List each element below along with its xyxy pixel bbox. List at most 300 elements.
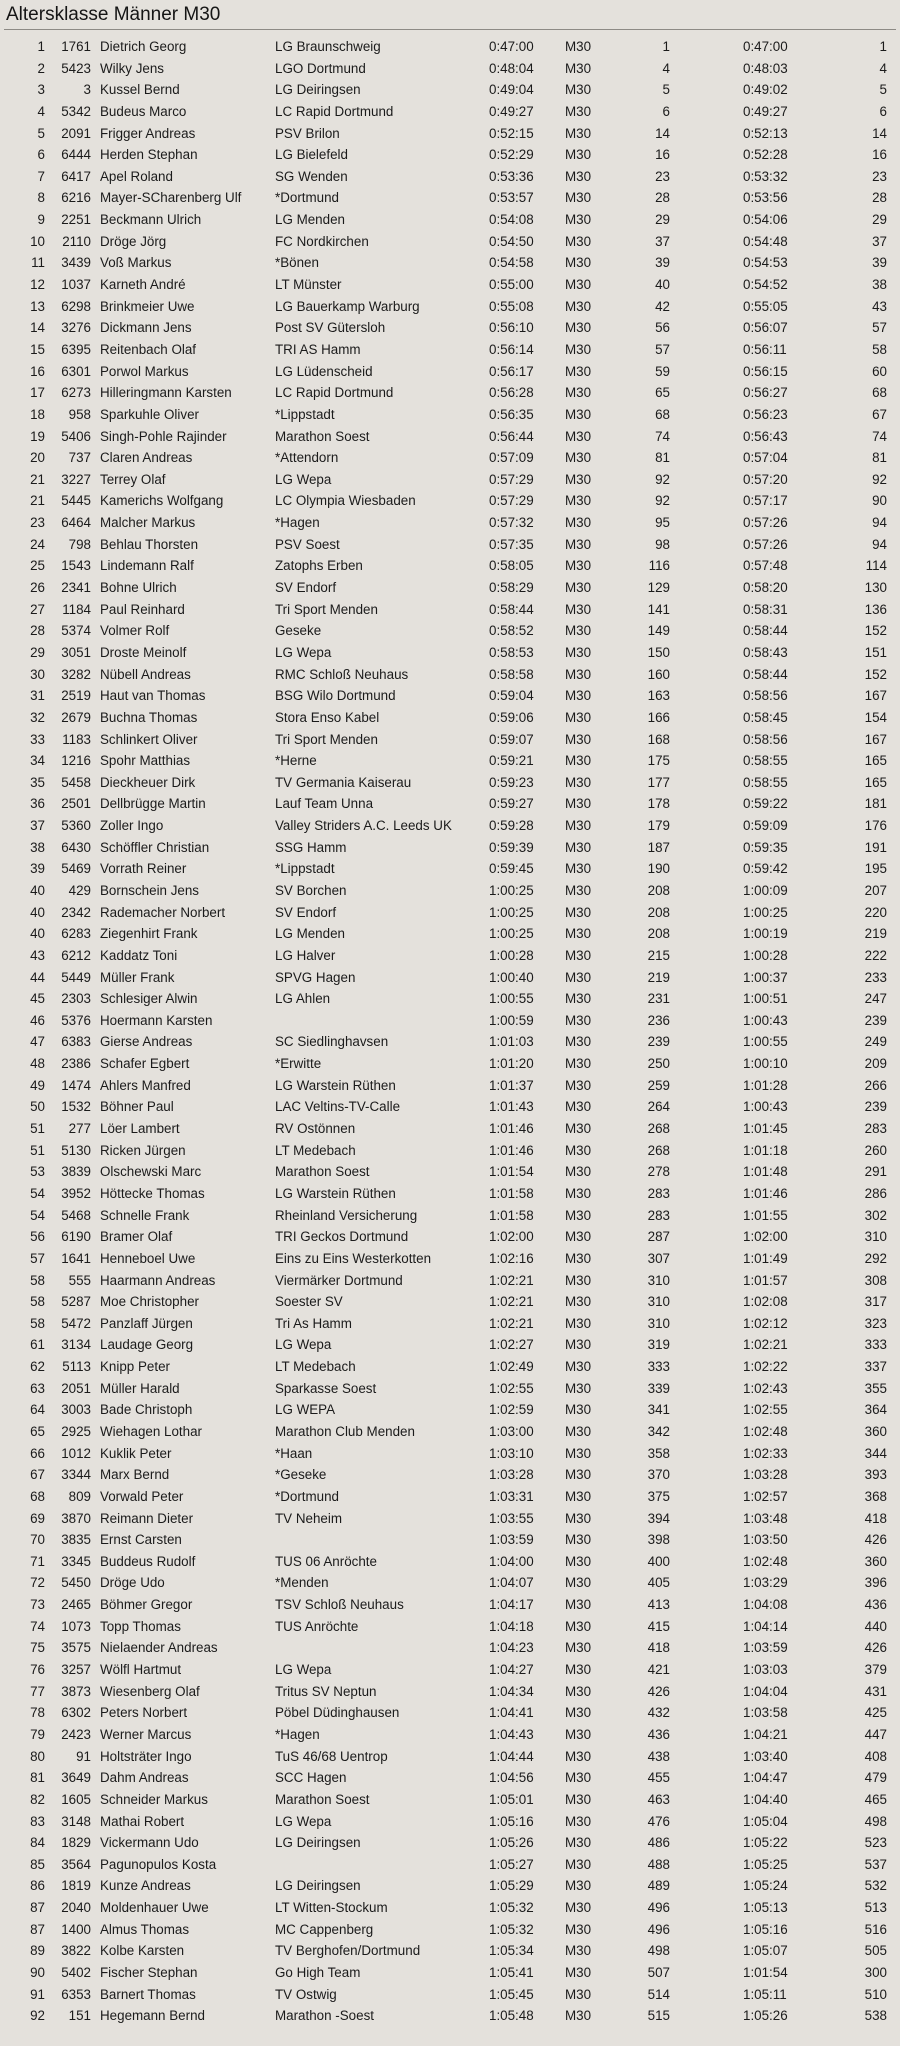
bib-cell: 429: [68, 882, 91, 898]
age-class-place-cell: 68: [655, 406, 670, 422]
name-cell: Spohr Matthias: [100, 753, 191, 769]
time-cell: 0:52:15: [489, 125, 534, 141]
bib-cell: 3649: [61, 1770, 91, 1786]
club-cell: LT Witten-Stockum: [275, 1900, 388, 1916]
net-place-cell: 523: [864, 1835, 887, 1851]
age-class-cell: M30: [565, 1683, 592, 1699]
net-place-cell: 505: [864, 1943, 887, 1959]
place-cell: 65: [30, 1424, 45, 1439]
place-cell: 57: [30, 1250, 45, 1266]
age-class-cell: M30: [565, 1705, 592, 1721]
table-row: [0, 1291, 900, 1313]
age-class-cell: M30: [565, 1510, 592, 1526]
place-cell: 26: [30, 580, 45, 596]
age-class-cell: M30: [565, 1726, 592, 1742]
name-cell: Barnert Thomas: [100, 1986, 196, 2002]
name-cell: Höttecke Thomas: [100, 1185, 205, 1201]
age-class-place-cell: 65: [655, 385, 670, 401]
bib-cell: 6464: [61, 515, 91, 531]
name-cell: Malcher Markus: [100, 515, 196, 531]
time-cell: 0:58:58: [489, 666, 534, 682]
time-cell: 0:58:29: [489, 580, 534, 596]
net-time-cell: 1:00:55: [743, 1034, 788, 1050]
age-class-cell: M30: [565, 1921, 592, 1937]
time-cell: 0:57:29: [489, 493, 534, 509]
table-row: [0, 101, 900, 123]
club-cell: TuS 46/68 Uentrop: [275, 1748, 388, 1764]
age-class-place-cell: 436: [647, 1726, 670, 1742]
time-cell: 0:57:35: [489, 536, 534, 552]
name-cell: Knipp Peter: [100, 1359, 170, 1375]
age-class-cell: M30: [565, 1813, 592, 1829]
net-place-cell: 233: [864, 969, 887, 985]
net-place-cell: 537: [864, 1856, 887, 1872]
name-cell: Böhner Paul: [100, 1099, 174, 1115]
net-place-cell: 498: [864, 1813, 887, 1829]
net-place-cell: 379: [864, 1662, 887, 1678]
place-cell: 44: [30, 969, 45, 985]
place-cell: 3: [37, 82, 45, 98]
age-class-place-cell: 42: [655, 298, 670, 314]
net-place-cell: 333: [864, 1337, 887, 1353]
time-cell: 1:04:56: [489, 1770, 534, 1786]
time-cell: 1:05:41: [489, 1965, 534, 1981]
table-row: [0, 815, 900, 837]
bib-cell: 1037: [61, 277, 91, 293]
bib-cell: 3003: [61, 1402, 91, 1418]
table-row: [0, 750, 900, 772]
table-row: [0, 1140, 900, 1162]
net-place-cell: 396: [864, 1575, 887, 1591]
net-place-cell: 249: [864, 1034, 887, 1050]
place-cell: 48: [30, 1056, 45, 1072]
net-place-cell: 60: [872, 363, 887, 379]
place-cell: 87: [30, 1900, 45, 1916]
net-time-cell: 0:57:20: [743, 471, 788, 487]
table-row: [0, 1183, 900, 1205]
age-class-place-cell: 370: [647, 1467, 670, 1483]
place-cell: 13: [30, 298, 45, 314]
time-cell: 1:00:25: [489, 904, 534, 920]
age-class-cell: M30: [565, 839, 592, 855]
net-place-cell: 181: [864, 796, 887, 812]
bib-cell: 5450: [61, 1575, 91, 1591]
name-cell: Dröge Jörg: [100, 233, 167, 249]
time-cell: 0:59:21: [489, 753, 534, 769]
age-class-place-cell: 59: [655, 363, 670, 379]
club-cell: LT Medebach: [275, 1142, 356, 1158]
net-place-cell: 436: [864, 1597, 887, 1613]
age-class-cell: M30: [565, 1121, 592, 1137]
age-class-cell: M30: [565, 233, 592, 249]
age-class-cell: M30: [565, 1294, 592, 1310]
time-cell: 1:05:48: [489, 2008, 534, 2024]
time-cell: 1:04:07: [489, 1575, 534, 1591]
net-time-cell: 1:01:49: [743, 1250, 788, 1266]
net-time-cell: 0:57:48: [743, 558, 788, 574]
bib-cell: 6216: [61, 190, 91, 206]
age-class-cell: M30: [565, 1856, 592, 1872]
net-time-cell: 0:57:26: [743, 515, 788, 531]
place-cell: 7: [37, 168, 45, 184]
table-row: [0, 1875, 900, 1897]
club-cell: LG Wepa: [275, 1662, 332, 1678]
name-cell: Henneboel Uwe: [100, 1250, 196, 1266]
bib-cell: 1183: [62, 731, 91, 747]
age-class-place-cell: 339: [647, 1380, 670, 1396]
club-cell: *Dortmund: [275, 190, 340, 206]
table-row: [0, 1616, 900, 1638]
age-class-cell: M30: [565, 1618, 592, 1634]
bib-cell: 5458: [61, 774, 91, 790]
bib-cell: 5376: [61, 1012, 91, 1028]
bib-cell: 1012: [61, 1445, 91, 1461]
place-cell: 25: [30, 558, 45, 574]
net-time-cell: 1:00:51: [743, 991, 788, 1007]
bib-cell: 2341: [61, 580, 91, 596]
time-cell: 0:47:00: [489, 39, 534, 54]
age-class-cell: M30: [565, 82, 592, 98]
time-cell: 0:54:50: [489, 233, 534, 249]
time-cell: 0:59:45: [489, 861, 534, 877]
age-class-cell: M30: [565, 1229, 592, 1245]
net-place-cell: 4: [879, 60, 887, 76]
bib-cell: 3257: [61, 1662, 91, 1678]
age-class-cell: M30: [565, 947, 592, 963]
net-time-cell: 0:58:45: [743, 709, 788, 725]
time-cell: 0:57:29: [489, 471, 534, 487]
net-time-cell: 1:00:10: [743, 1056, 788, 1072]
time-cell: 1:02:59: [489, 1402, 534, 1418]
page-title: Altersklasse Männer M30: [6, 4, 221, 25]
table-row: [0, 231, 900, 253]
net-place-cell: 260: [864, 1142, 887, 1158]
time-cell: 0:58:44: [489, 601, 534, 617]
club-cell: LG Ahlen: [275, 991, 331, 1007]
age-class-place-cell: 259: [647, 1077, 670, 1093]
time-cell: 1:01:46: [489, 1142, 534, 1158]
club-cell: SPVG Hagen: [275, 969, 356, 985]
club-cell: TRI AS Hamm: [275, 341, 361, 357]
club-cell: *Bönen: [275, 255, 319, 271]
bib-cell: 1543: [61, 558, 91, 574]
table-row: [0, 1075, 900, 1097]
bib-cell: 3835: [61, 1532, 91, 1548]
age-class-cell: M30: [565, 1575, 592, 1591]
net-time-cell: 0:58:56: [743, 688, 788, 704]
bib-cell: 151: [68, 2008, 91, 2024]
club-cell: Lauf Team Unna: [275, 796, 374, 812]
time-cell: 0:49:04: [489, 82, 534, 98]
net-time-cell: 0:59:09: [743, 818, 788, 834]
place-cell: 23: [30, 515, 45, 531]
net-place-cell: 425: [864, 1705, 887, 1721]
age-class-place-cell: 310: [647, 1315, 670, 1331]
age-class-cell: M30: [565, 1380, 592, 1396]
net-time-cell: 1:05:25: [743, 1856, 788, 1872]
net-place-cell: 81: [872, 450, 887, 466]
table-row: [0, 967, 900, 989]
net-time-cell: 1:01:54: [743, 1965, 788, 1981]
net-place-cell: 152: [864, 623, 887, 639]
table-row: [0, 1746, 900, 1768]
club-cell: Tri As Hamm: [275, 1315, 352, 1331]
age-class-place-cell: 341: [647, 1402, 670, 1418]
name-cell: Behlau Thorsten: [100, 536, 199, 552]
net-place-cell: 5: [879, 82, 887, 98]
age-class-cell: M30: [565, 861, 592, 877]
age-class-place-cell: 319: [647, 1337, 670, 1353]
bib-cell: 1819: [61, 1878, 91, 1894]
club-cell: SSG Hamm: [275, 839, 347, 855]
bib-cell: 3575: [61, 1640, 91, 1656]
bib-cell: 5402: [61, 1965, 91, 1981]
age-class-place-cell: 455: [647, 1770, 670, 1786]
bib-cell: 5360: [61, 818, 91, 834]
age-class-cell: M30: [565, 558, 592, 574]
age-class-cell: M30: [565, 1748, 592, 1764]
table-row: [0, 620, 900, 642]
name-cell: Moe Christopher: [100, 1294, 199, 1310]
club-cell: LG Bauerkamp Warburg: [275, 298, 420, 314]
place-cell: 6: [37, 147, 45, 163]
age-class-place-cell: 486: [647, 1835, 670, 1851]
name-cell: Panzlaff Jürgen: [100, 1315, 193, 1331]
time-cell: 1:03:00: [489, 1424, 534, 1439]
club-cell: LG Wepa: [275, 471, 332, 487]
club-cell: LG Deiringsen: [275, 82, 361, 98]
net-place-cell: 209: [864, 1056, 887, 1072]
time-cell: 1:02:21: [489, 1315, 534, 1331]
place-cell: 69: [30, 1510, 45, 1526]
age-class-place-cell: 166: [647, 709, 670, 725]
age-class-place-cell: 98: [655, 536, 670, 552]
club-cell: Marathon Soest: [275, 1164, 370, 1180]
age-class-cell: M30: [565, 1164, 592, 1180]
club-cell: Viermärker Dortmund: [275, 1272, 403, 1288]
net-place-cell: 239: [864, 1012, 887, 1028]
net-place-cell: 418: [864, 1510, 887, 1526]
age-class-place-cell: 160: [647, 666, 670, 682]
name-cell: Vickermann Udo: [100, 1835, 199, 1851]
club-cell: Eins zu Eins Westerkotten: [275, 1250, 432, 1266]
age-class-cell: M30: [565, 969, 592, 985]
net-time-cell: 1:05:26: [743, 2008, 788, 2024]
club-cell: *Hagen: [275, 1726, 320, 1742]
table-row: [0, 426, 900, 448]
time-cell: 1:03:10: [489, 1445, 534, 1461]
bib-cell: 2925: [61, 1424, 91, 1439]
place-cell: 21: [30, 493, 45, 509]
club-cell: PSV Soest: [275, 536, 340, 552]
time-cell: 0:59:23: [489, 774, 534, 790]
name-cell: Mayer-SCharenberg Ulf: [100, 190, 242, 206]
time-cell: 0:59:27: [489, 796, 534, 812]
place-cell: 14: [30, 320, 45, 336]
age-class-cell: M30: [565, 601, 592, 617]
age-class-cell: M30: [565, 1835, 592, 1851]
place-cell: 4: [37, 103, 45, 119]
age-class-place-cell: 463: [647, 1791, 670, 1807]
table-row: [0, 1399, 900, 1421]
net-time-cell: 1:02:00: [743, 1229, 788, 1245]
place-cell: 51: [30, 1121, 45, 1137]
net-time-cell: 1:05:16: [743, 1921, 788, 1937]
net-place-cell: 1: [879, 39, 887, 54]
bib-cell: 1605: [61, 1791, 91, 1807]
time-cell: 0:56:10: [489, 320, 534, 336]
bib-cell: 5472: [61, 1315, 91, 1331]
time-cell: 1:05:34: [489, 1943, 534, 1959]
bib-cell: 6283: [61, 926, 91, 942]
bib-cell: 2303: [61, 991, 91, 1007]
age-class-place-cell: 415: [647, 1618, 670, 1634]
net-time-cell: 1:01:46: [743, 1185, 788, 1201]
club-cell: *Hagen: [275, 515, 320, 531]
bib-cell: 3345: [61, 1553, 91, 1569]
name-cell: Rademacher Norbert: [100, 904, 226, 920]
bib-cell: 5423: [61, 60, 91, 76]
place-cell: 28: [30, 623, 45, 639]
place-cell: 34: [30, 753, 45, 769]
time-cell: 0:56:44: [489, 428, 534, 444]
age-class-cell: M30: [565, 1402, 592, 1418]
net-place-cell: 516: [864, 1921, 887, 1937]
time-cell: 1:01:46: [489, 1121, 534, 1137]
place-cell: 15: [30, 341, 45, 357]
net-place-cell: 360: [864, 1553, 887, 1569]
name-cell: Frigger Andreas: [100, 125, 196, 141]
name-cell: Reimann Dieter: [100, 1510, 194, 1526]
bib-cell: 91: [76, 1748, 91, 1764]
net-place-cell: 151: [864, 644, 887, 660]
table-row: [0, 339, 900, 361]
table-row: [0, 361, 900, 383]
name-cell: Topp Thomas: [100, 1618, 181, 1634]
name-cell: Buchna Thomas: [100, 709, 198, 725]
table-row: [0, 555, 900, 577]
name-cell: Hegemann Bernd: [100, 2008, 205, 2024]
time-cell: 1:04:44: [489, 1748, 534, 1764]
place-cell: 38: [30, 839, 45, 855]
age-class-place-cell: 95: [655, 515, 670, 531]
name-cell: Moldenhauer Uwe: [100, 1900, 209, 1916]
time-cell: 1:02:21: [489, 1294, 534, 1310]
age-class-place-cell: 438: [647, 1748, 670, 1764]
bib-cell: 3564: [61, 1856, 91, 1872]
table-row: [0, 902, 900, 924]
place-cell: 58: [30, 1315, 45, 1331]
bib-cell: 5374: [61, 623, 91, 639]
age-class-place-cell: 187: [647, 839, 670, 855]
time-cell: 1:04:23: [489, 1640, 534, 1656]
time-cell: 1:05:27: [489, 1856, 534, 1872]
bib-cell: 3227: [61, 471, 91, 487]
name-cell: Hilleringmann Karsten: [100, 385, 232, 401]
net-time-cell: 1:04:21: [743, 1726, 788, 1742]
age-class-cell: M30: [565, 1878, 592, 1894]
table-row: [0, 382, 900, 404]
club-cell: *Dortmund: [275, 1488, 340, 1504]
time-cell: 1:02:49: [489, 1359, 534, 1375]
table-row: [0, 447, 900, 469]
name-cell: Nielaender Andreas: [100, 1640, 218, 1656]
name-cell: Ziegenhirt Frank: [100, 926, 198, 942]
name-cell: Droste Meinolf: [100, 644, 187, 660]
bib-cell: 1216: [61, 753, 91, 769]
age-class-cell: M30: [565, 1250, 592, 1266]
bib-cell: 6212: [61, 947, 91, 963]
age-class-place-cell: 358: [647, 1445, 670, 1461]
net-time-cell: 1:00:19: [743, 926, 788, 942]
time-cell: 1:04:41: [489, 1705, 534, 1721]
club-cell: LC Rapid Dortmund: [275, 385, 394, 401]
net-time-cell: 0:54:53: [743, 255, 788, 271]
time-cell: 1:01:58: [489, 1185, 534, 1201]
bib-cell: 5468: [61, 1207, 91, 1223]
age-class-cell: M30: [565, 1965, 592, 1981]
table-row: [0, 490, 900, 512]
bib-cell: 6353: [61, 1986, 91, 2002]
bib-cell: 3: [83, 82, 91, 98]
age-class-place-cell: 418: [647, 1640, 670, 1656]
age-class-cell: M30: [565, 363, 592, 379]
age-class-place-cell: 278: [647, 1164, 670, 1180]
net-time-cell: 1:01:55: [743, 1207, 788, 1223]
bib-cell: 809: [68, 1488, 91, 1504]
name-cell: Dickmann Jens: [100, 320, 192, 336]
time-cell: 0:59:28: [489, 818, 534, 834]
time-cell: 0:53:36: [489, 168, 534, 184]
club-cell: *Geseke: [275, 1467, 327, 1483]
age-class-cell: M30: [565, 1640, 592, 1656]
place-cell: 63: [30, 1380, 45, 1396]
age-class-place-cell: 496: [647, 1921, 670, 1937]
club-cell: SV Borchen: [275, 882, 347, 898]
net-place-cell: 300: [864, 1965, 887, 1981]
age-class-cell: M30: [565, 1315, 592, 1331]
age-class-place-cell: 310: [647, 1272, 670, 1288]
bib-cell: 1532: [61, 1099, 91, 1115]
net-time-cell: 1:05:24: [743, 1878, 788, 1894]
place-cell: 67: [30, 1467, 45, 1483]
name-cell: Pagunopulos Kosta: [100, 1856, 217, 1872]
time-cell: 0:56:28: [489, 385, 534, 401]
place-cell: 10: [30, 233, 45, 249]
net-place-cell: 165: [864, 774, 887, 790]
place-cell: 11: [31, 255, 45, 271]
time-cell: 0:58:52: [489, 623, 534, 639]
time-cell: 0:56:14: [489, 341, 534, 357]
name-cell: Müller Harald: [100, 1380, 180, 1396]
net-time-cell: 0:53:32: [743, 168, 788, 184]
results-table: [0, 36, 900, 2027]
place-cell: 54: [30, 1207, 45, 1223]
age-class-cell: M30: [565, 904, 592, 920]
net-place-cell: 426: [864, 1532, 887, 1548]
place-cell: 30: [30, 666, 45, 682]
time-cell: 1:05:45: [489, 1986, 534, 2002]
time-cell: 0:52:29: [489, 147, 534, 163]
club-cell: LG Wepa: [275, 1813, 332, 1829]
table-row: [0, 1443, 900, 1465]
table-row: [0, 772, 900, 794]
time-cell: 1:03:59: [489, 1532, 534, 1548]
name-cell: Herden Stephan: [100, 147, 198, 163]
net-time-cell: 0:58:56: [743, 731, 788, 747]
age-class-place-cell: 92: [655, 493, 670, 509]
club-cell: LG Wepa: [275, 644, 332, 660]
